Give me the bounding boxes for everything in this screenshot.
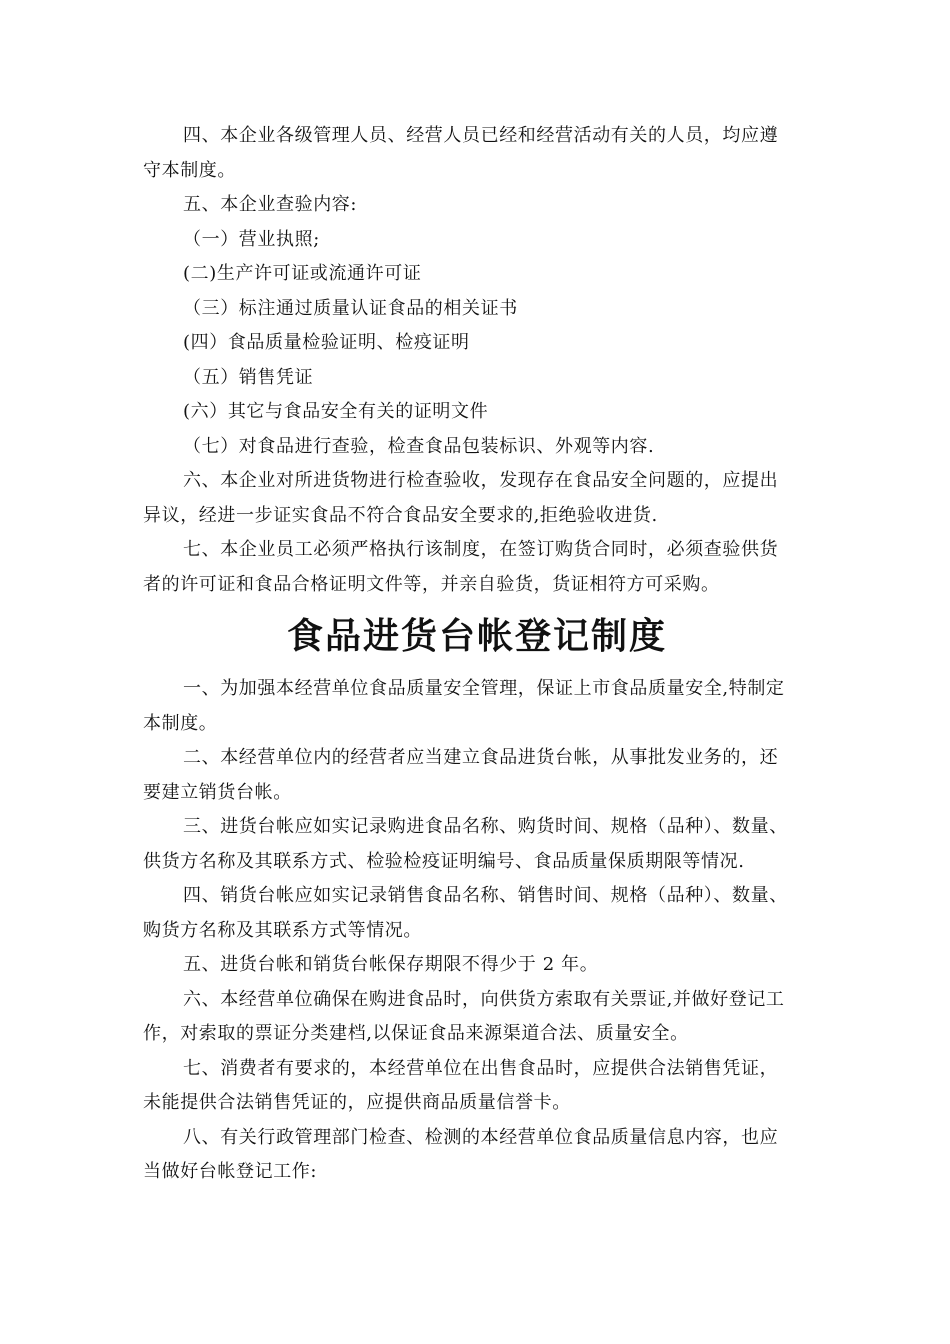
paragraph-line: 作，对索取的票证分类建档,以保证食品来源渠道合法、质量安全。 [143,1023,689,1044]
paragraph-line: 四、本企业各级管理人员、经营人员已经和经营活动有关的人员，均应遵 [183,125,779,146]
paragraph-line: 六、本企业对所进货物进行检查验收，发现存在食品安全问题的，应提出 [183,470,779,491]
section-title: 食品进货台帐登记制度 [286,616,667,657]
paragraph-line: 一、为加强本经营单位食品质量安全管理，保证上市食品质量安全,特制定 [183,678,785,699]
paragraph-line: 五、本企业查验内容: [183,194,358,215]
paragraph-line: 七、消费者有要求的，本经营单位在出售食品时，应提供合法销售凭证， [183,1057,779,1079]
paragraph-line: 未能提供合法销售凭证的，应提供商品质量信誉卡。 [143,1092,571,1113]
list-item: (二)生产许可证或流通许可证 [183,263,422,284]
paragraph-line: 二、本经营单位内的经营者应当建立食品进货台帐，从事批发业务的，还 [183,747,779,768]
list-item: （三）标注通过质量认证食品的相关证书 [183,297,518,319]
document-content [143,119,811,1190]
paragraph-line: 守本制度。 [143,159,236,181]
paragraph-line: 购货方名称及其联系方式等情况。 [143,919,422,941]
paragraph-line: 要建立销货台帐。 [143,781,292,803]
paragraph-line: 四、销货台帐应如实记录销售食品名称、销售时间、规格（品种）、数量、 [183,885,788,906]
section-inspection-rules [143,119,811,602]
list-item: (四）食品质量检验证明、检疫证明 [183,332,470,353]
list-item: （七）对食品进行查验，检查食品包装标识、外观等内容. [183,435,655,457]
list-item: （一）营业执照; [183,228,320,250]
section-ledger-rules [143,672,811,1190]
paragraph-line: 六、本经营单位确保在购进食品时，向供货方索取有关票证,并做好登记工 [183,988,785,1010]
paragraph-line: 三、进货台帐应如实记录购进食品名称、购货时间、规格（品种）、数量、 [183,816,788,837]
paragraph-line: 者的许可证和食品合格证明文件等，并亲自验货，货证相符方可采购。 [143,573,720,595]
paragraph-line: 五、进货台帐和销货台帐保存期限不得少于 2 年。 [183,954,599,975]
list-item: （五）销售凭证 [183,366,314,388]
paragraph-line: 七、本企业员工必须严格执行该制度，在签订购货合同时，必须查验供货 [183,539,779,560]
paragraph-line: 异议，经进一步证实食品不符合食品安全要求的,拒绝验收进货. [143,504,658,526]
list-item: (六）其它与食品安全有关的证明文件 [183,401,489,422]
paragraph-line: 八、有关行政管理部门检查、检测的本经营单位食品质量信息内容，也应 [183,1126,779,1148]
paragraph-line: 当做好台帐登记工作: [143,1161,318,1182]
paragraph-line: 本制度。 [143,712,218,734]
paragraph-line: 供货方名称及其联系方式、检验检疫证明编号、食品质量保质期限等情况. [143,850,745,872]
